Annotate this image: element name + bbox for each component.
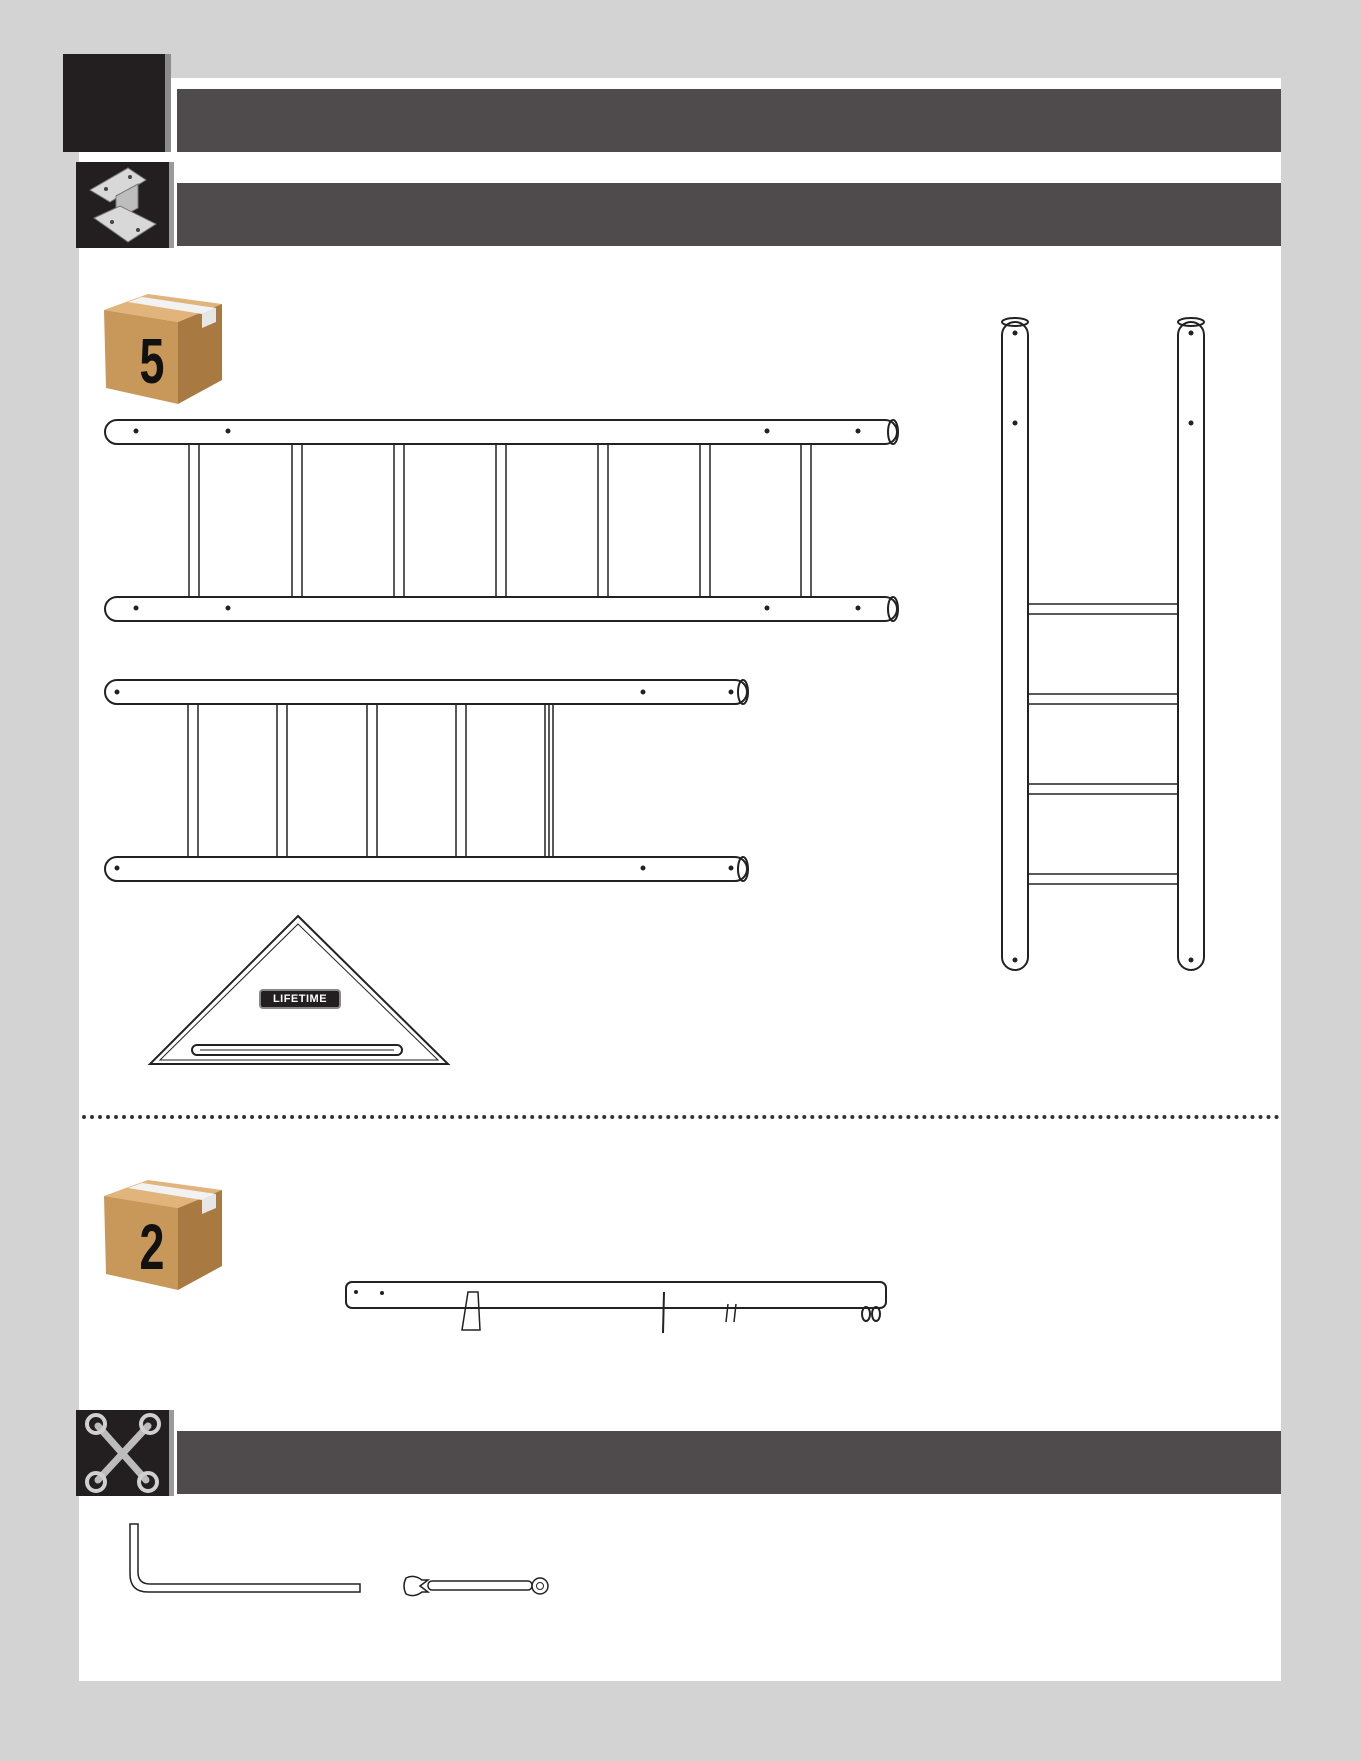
vertical-ladder-part (1002, 318, 1204, 970)
tools-section-tile (76, 1410, 174, 1496)
tools-section-bar (177, 1431, 1281, 1494)
allen-wrench-tool (130, 1524, 360, 1592)
support-tube-part (346, 1282, 886, 1333)
wrenches-icon (76, 1410, 169, 1496)
lifetime-logo: LIFETIME (259, 989, 341, 1009)
combination-wrench-tool (404, 1576, 548, 1595)
box-2-number: 2 (139, 1211, 165, 1283)
short-ladder-part (105, 680, 748, 881)
section-divider (82, 1115, 1280, 1119)
long-ladder-part (105, 420, 898, 621)
box-5-number: 5 (139, 325, 165, 397)
